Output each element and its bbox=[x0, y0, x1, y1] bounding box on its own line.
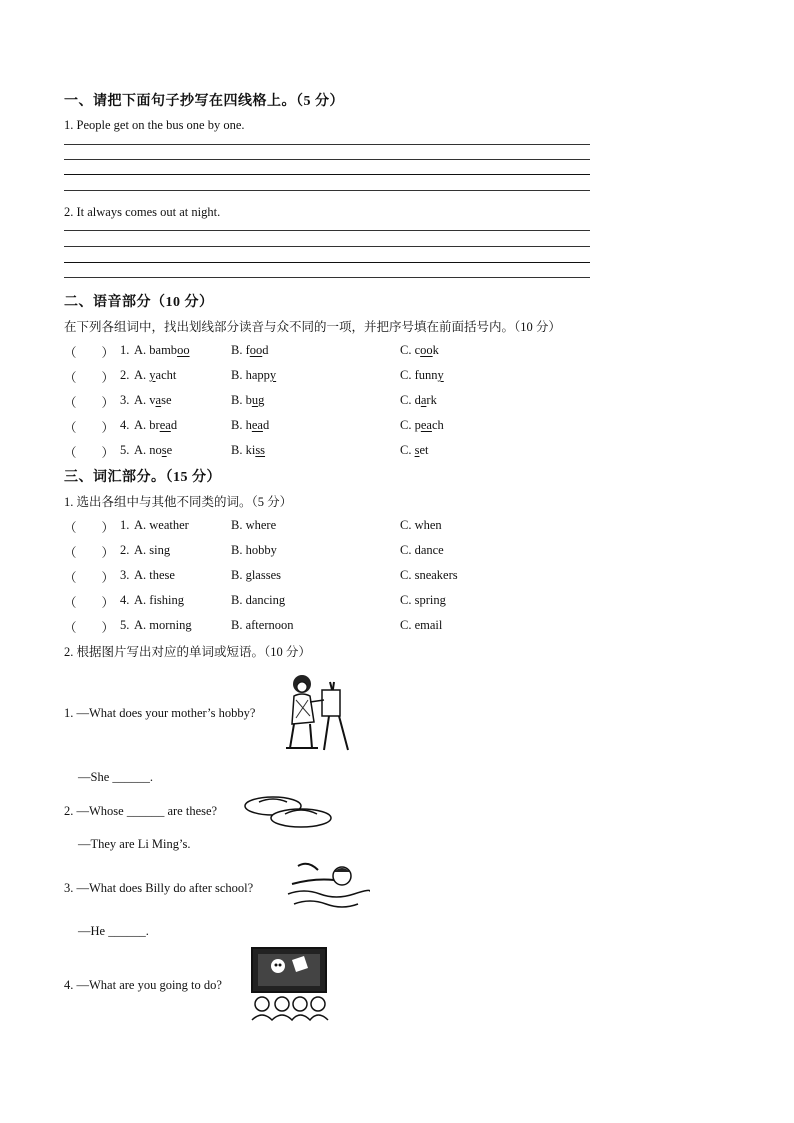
section-3-sub2: 2. 根据图片写出对应的单词或短语。（10 分） bbox=[64, 645, 311, 659]
question-number: 5. bbox=[120, 443, 130, 457]
option-b: B. where bbox=[231, 518, 277, 532]
option-c: C. peach bbox=[400, 418, 444, 432]
option-a: A. morning bbox=[134, 618, 192, 632]
cinema-icon bbox=[248, 946, 330, 1022]
vocab-row bbox=[64, 593, 624, 611]
option-a: A. these bbox=[134, 568, 175, 582]
phonics-row bbox=[64, 368, 624, 386]
picture-answer-3[interactable]: —He ______. bbox=[78, 924, 149, 938]
section-3-sub1: 1. 选出各组中与其他不同类的词。（5 分） bbox=[64, 495, 293, 509]
picture-question-1: 1. —What does your mother’s hobby? bbox=[64, 706, 256, 720]
section-1-title: 一、请把下面句子抄写在四线格上。（5 分） bbox=[64, 94, 344, 109]
swimmer-icon bbox=[284, 856, 370, 914]
phonics-row bbox=[64, 343, 624, 361]
question-number: 3. bbox=[120, 568, 130, 582]
option-a: A. bamboo bbox=[134, 343, 190, 357]
picture-answer-1[interactable]: —She ______. bbox=[78, 770, 153, 784]
option-c: C. spring bbox=[400, 593, 446, 607]
question-number: 2. bbox=[120, 368, 130, 382]
option-a: A. weather bbox=[134, 518, 189, 532]
question-number: 1. bbox=[120, 518, 130, 532]
phonics-row bbox=[64, 418, 624, 436]
option-a: A. nose bbox=[134, 443, 173, 457]
option-c: C. dance bbox=[400, 543, 444, 557]
answer-bracket[interactable]: （ ） bbox=[64, 621, 115, 635]
option-a: A. bread bbox=[134, 418, 178, 432]
picture-question-4: 4. —What are you going to do? bbox=[64, 978, 222, 992]
answer-bracket[interactable]: （ ） bbox=[64, 571, 115, 585]
question-number: 3. bbox=[120, 393, 130, 407]
answer-bracket[interactable]: （ ） bbox=[64, 596, 115, 610]
answer-bracket[interactable]: （ ） bbox=[64, 446, 115, 460]
answer-bracket[interactable]: （ ） bbox=[64, 421, 115, 435]
option-b: B. head bbox=[231, 418, 270, 432]
option-b: B. food bbox=[231, 343, 269, 357]
option-b: B. hobby bbox=[231, 543, 277, 557]
answer-bracket[interactable]: （ ） bbox=[64, 396, 115, 410]
question-number: 4. bbox=[120, 593, 130, 607]
section-2-instruction: 在下列各组词中，找出划线部分读音与众不同的一项，并把序号填在前面括号内。（10 分） bbox=[64, 320, 561, 334]
option-c: C. set bbox=[400, 443, 429, 457]
question-number: 4. bbox=[120, 418, 130, 432]
option-a: A. yacht bbox=[134, 368, 177, 382]
section-2-title: 二、语音部分（10 分） bbox=[64, 295, 214, 310]
vocab-row bbox=[64, 618, 624, 636]
slippers-icon bbox=[243, 794, 335, 830]
picture-question-2: 2. —Whose ______ are these? bbox=[64, 804, 218, 818]
option-b: B. kiss bbox=[231, 443, 266, 457]
vocab-row bbox=[64, 543, 624, 561]
vocab-row bbox=[64, 568, 624, 586]
phonics-row bbox=[64, 443, 624, 461]
option-a: A. vase bbox=[134, 393, 172, 407]
answer-bracket[interactable]: （ ） bbox=[64, 521, 115, 535]
question-number: 5. bbox=[120, 618, 130, 632]
option-b: B. glasses bbox=[231, 568, 281, 582]
option-a: A. fishing bbox=[134, 593, 184, 607]
picture-answer-2: —They are Li Ming’s. bbox=[78, 837, 191, 851]
option-b: B. happy bbox=[231, 368, 277, 382]
option-b: B. dancing bbox=[231, 593, 286, 607]
vocab-row bbox=[64, 518, 624, 536]
option-c: C. sneakers bbox=[400, 568, 458, 582]
copy-sentence-2: 2. It always comes out at night. bbox=[64, 205, 221, 219]
question-number: 1. bbox=[120, 343, 130, 357]
option-b: B. bug bbox=[231, 393, 265, 407]
option-c: C. email bbox=[400, 618, 443, 632]
option-c: C. cook bbox=[400, 343, 439, 357]
option-b: B. afternoon bbox=[231, 618, 294, 632]
answer-bracket[interactable]: （ ） bbox=[64, 371, 115, 385]
answer-bracket[interactable]: （ ） bbox=[64, 346, 115, 360]
question-number: 2. bbox=[120, 543, 130, 557]
picture-question-3: 3. —What does Billy do after school? bbox=[64, 881, 254, 895]
option-a: A. sing bbox=[134, 543, 171, 557]
option-c: C. dark bbox=[400, 393, 437, 407]
phonics-row bbox=[64, 393, 624, 411]
copy-sentence-1: 1. People get on the bus one by one. bbox=[64, 118, 245, 132]
option-c: C. when bbox=[400, 518, 442, 532]
answer-bracket[interactable]: （ ） bbox=[64, 546, 115, 560]
painting-icon bbox=[282, 672, 354, 754]
section-3-title: 三、词汇部分。（15 分） bbox=[64, 470, 221, 485]
option-c: C. funny bbox=[400, 368, 444, 382]
